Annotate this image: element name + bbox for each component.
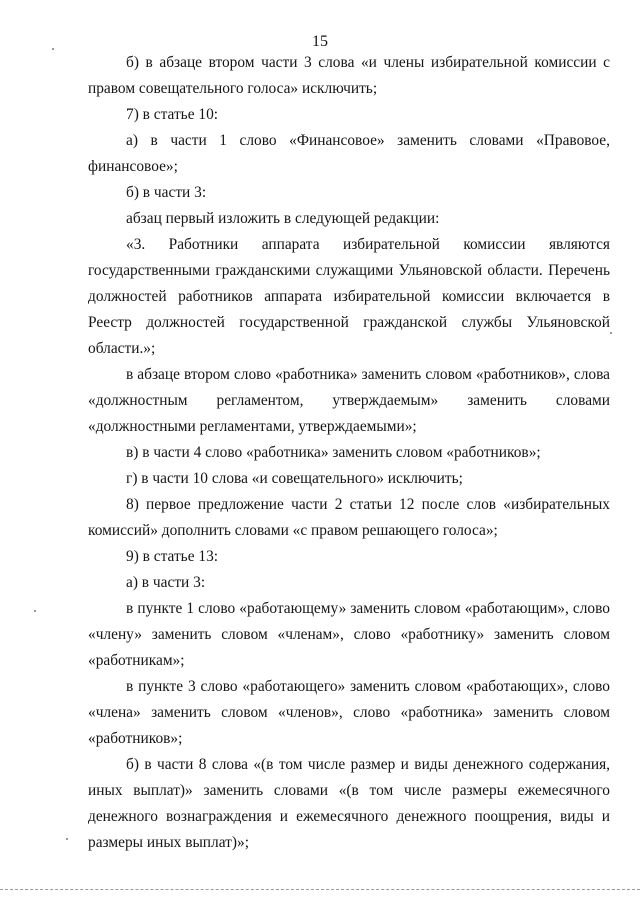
paragraph: в пункте 1 слово «работающему» заменить словом «работающим», слово «члену» заменить словом «членам», слово «работнику» заменить словом «работникам»; (88, 600, 610, 669)
paragraph: а) в части 3: (126, 574, 206, 591)
scan-speck (52, 48, 54, 50)
paragraph: 9) в статье 13: (126, 548, 219, 565)
scan-edge-line (0, 889, 640, 890)
scan-speck (66, 838, 68, 840)
paragraph: 8) первое предложение части 2 статьи 12 после слов «избирательных комиссий» дополнить словами «с правом решающего голоса»; (88, 496, 610, 539)
paragraph: в абзаце втором слово «работника» заменить словом «работников», слова «должностным регламентом, утверждаемым» заменить словами «должностными регламентами, утверждаемыми»; (88, 366, 610, 435)
paragraph: абзац первый изложить в следующей редакции: (126, 210, 440, 227)
paragraph: б) в части 8 слова «(в том числе размер и виды денежного содержания, иных выплат)» заменить словами «(в том числе размеры ежемесячного денежного вознаграждения и ежемесячного денежного поощрения, виды и размеры иных выплат)»; (88, 756, 610, 851)
paragraph: б) в абзаце втором части 3 слова «и члены избирательной комиссии с правом совещательного голоса» исключить; (88, 54, 610, 97)
paragraph: «3. Работники аппарата избирательной комиссии являются государственными гражданскими служащими Ульяновской области. Перечень должностей работников аппарата избирательной комиссии включается в Реестр должностей государственной гражданской службы Ульяновской области.»; (88, 236, 610, 357)
scan-speck (610, 332, 612, 334)
paragraph: а) в части 1 слово «Финансовое» заменить словами «Правовое, финансовое»; (88, 132, 610, 175)
paragraph: б) в части 3: (126, 184, 207, 201)
paragraph: в) в части 4 слово «работника» заменить словом «работников»; (126, 444, 541, 461)
paragraph: в пункте 3 слово «работающего» заменить словом «работающих», слово «члена» заменить словом «членов», слово «работника» заменить словом «работников»; (88, 678, 610, 747)
paragraph: 7) в статье 10: (126, 106, 219, 123)
scan-speck (34, 610, 36, 612)
paragraph: г) в части 10 слова «и совещательного» исключить; (126, 470, 463, 487)
document-body (88, 50, 610, 856)
page-number: 15 (312, 33, 328, 50)
